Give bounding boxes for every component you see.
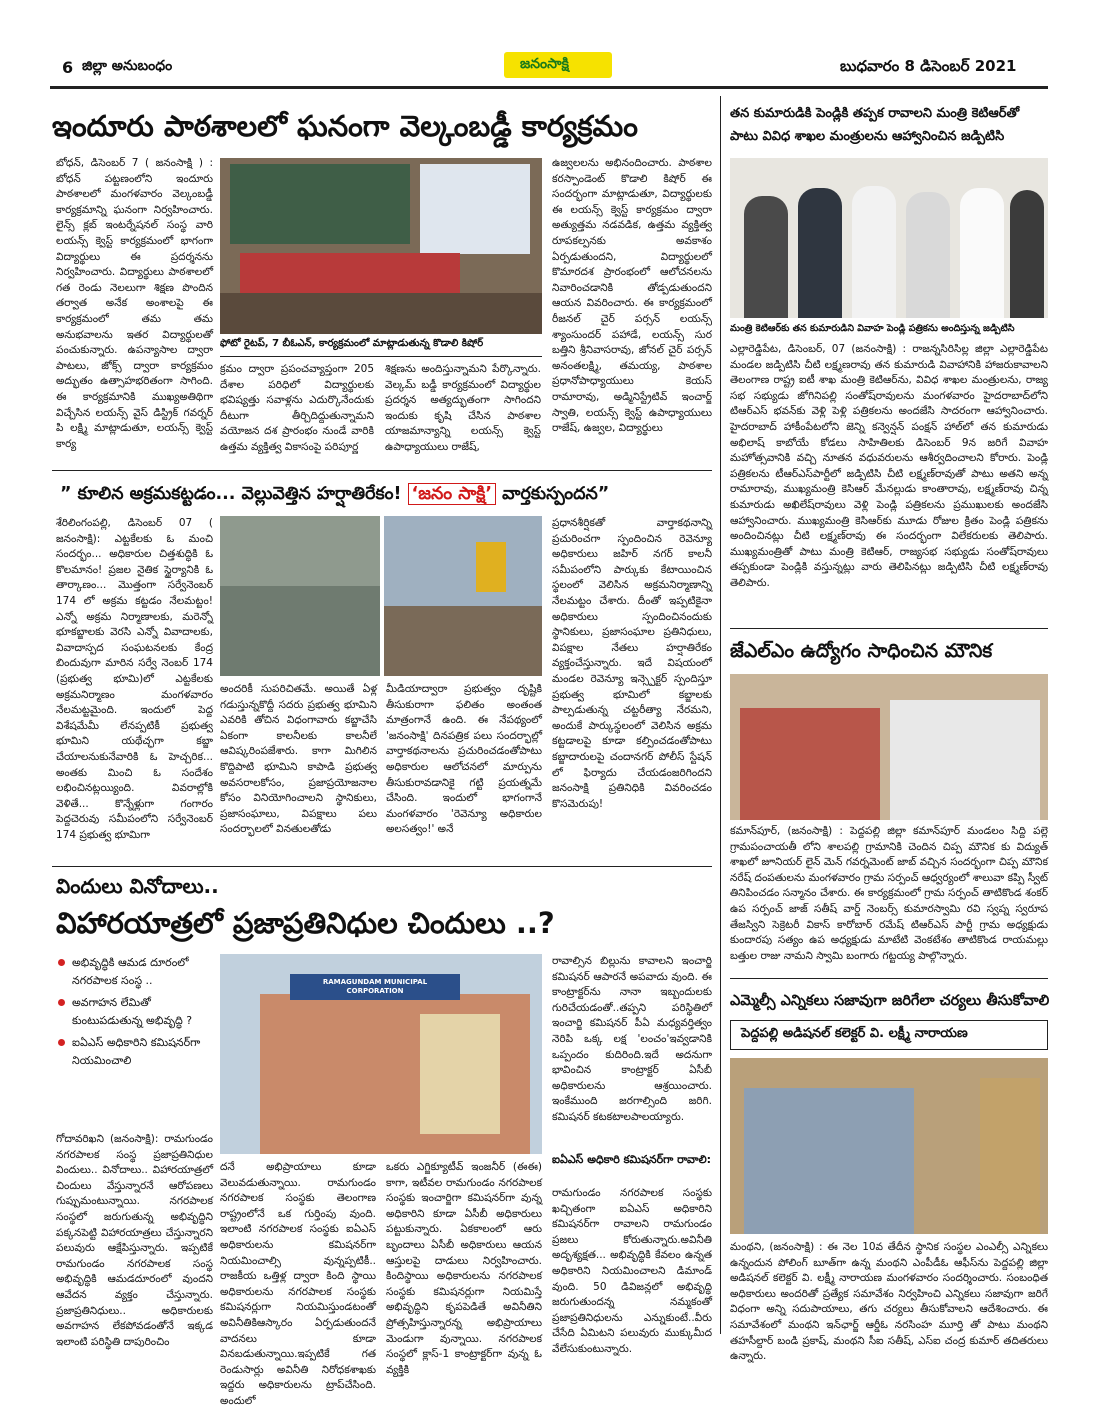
debris	[384, 606, 542, 676]
excavator	[476, 542, 506, 592]
story2-headline: తన కుమారుడికి పెండ్లికి తప్పక రావాలని మంత్రి కెటిఆర్‌తో పాటు వివిధ శాఖల మంత్రులను ఆహ్వానించిన జడ్పిటిసి	[730, 106, 1020, 144]
highlight-item: ఐఏఎస్ అధికారిని కమిషనర్‌గా నియమించాలి	[58, 1034, 208, 1070]
story3-col1: శేరిలింగంపల్లి, డిసెంబర్ 07 ( జనంసాక్షి): ఎట్టకేలకు ఓ మంచి సందర్భం... అధికారుల చిత్తశుద్ధికి ఓ కొలమానం! ప్రజల నైతిక స్థైర్యానికి ఓ తార్కాణం... మొత్తంగా సర్వేనెంబర్ 174 లో అక్రమ కట్టడం నేలమట్టం! ఎన్నో అక్రమ నిర్మాణాలకు, మరెన్నో భూకబ్జాలకు వెరసి ఎన్నో వివాదాలకు, వివాదాస్పద సంఘటనలకు కేంద్ర బిందువుగా మారిన సర్వే నెంబర్ 174 (ప్రభుత్వ భూమి)లో ఎట్టకేలకు అక్రమనిర్మాణం మంగళవారం నేలమట్టమైంది. ఇందులో పెద్ద విశేషమేమీ లేనప్పటికీ ప్రభుత్వ భూమిని యథేచ్ఛగా కబ్జా చేయాలనుకునేవారికి ఓ హెచ్చరిక... అంతకు మించి ఓ సందేశం లభించినట్లయ్యింది. వివరాల్లోకి వెళితే... కొన్నేళ్లుగా గంగారం పెద్దచెరువు సమీపంలోని సర్వేనెంబర్ 174 ప్రభుత్వ భూమిగా	[56, 517, 213, 841]
story5-col2: దనే అభిప్రాయాలు కూడా వెలువడుతున్నాయి. రామగుండం నగరపాలక సంస్థకు తెలంగాణ రాష్ట్రంలోనే ఒక గుర్తింపు వుంది. ఇలాంటి నగరపాలక సంస్థకు ఐఏఎస్ అధికారులను కమిషనర్‌గా నియమించాల్సి వున్నప్పటికీ.. రాజకీయ ఒత్తిళ్ల ద్వారా కింది స్థాయి అధికారులను నగరపాలక సంస్థకు కమిషనర్లుగా నియమిస్తుండటంతో అవినీతికిఆస్కారం ఏర్పడుతుందనే వాదనలు కూడా వినబడుతున్నాయి.ఇప్పటికే గత రెండుసార్లు అవినీతి నిరోధకశాఖకు ఇద్దరు అధికారులను ట్రాప్‌చేసింది. అందులో	[220, 1161, 376, 1407]
story1-col1: బోధన్, డిసెంబర్ 7 ( జనంసాక్షి ) : బోధన్ పట్టణంలోని ఇందూరు పాఠశాలలో మంగళవారం వెల్కంబడ్డీ కార్యక్రమాన్ని ఘనంగా నిర్వహించారు. లైన్స్ క్లబ్ ఇంటర్నేషనల్ సంస్థ వారి లయన్స్ క్వెస్ట్ కార్యక్రమంలో భాగంగా విద్యార్థులు ఈ ప్రదర్శనను నిర్వహించారు. విద్యార్థులు పాఠశాలలో గత రెండు నెలలుగా శిక్షణ పొందిన తర్వాత అనేక అంశాలపై ఈ కార్యక్రమంలో తమ తమ అనుభవాలను ఇతర విద్యార్థులతో పంచుకున్నారు. ఉపన్యాసాల ద్వారా పాటలు, జోక్స్ ద్వారా కార్యక్రమం అద్భుతం ఉత్సాహభరితంగా సాగింది. ఈ కార్యక్రమానికి ముఖ్యఅతిథిగా విచ్చేసిన లయన్స్ వైస్ డిస్ట్రిక్ గవర్నర్ పి లక్ష్మి మాట్లాడుతూ, లయన్స్ క్వెస్ట్ కార్య	[56, 157, 213, 450]
story5-col3: ఒకరు ఎగ్జిక్యూటీవ్ ఇంజనీర్ (ఈఈ) కాగా, ఇటీవల రామగుండం నగరపాలక సంస్థకు ఇంచార్జిగా కమిషనర్‌గా వున్న అధికారిని కూడా ఏసీబీ అధికారులు పట్టుకున్నారు. ఏకకాలంలో ఆరు బృందాలు ఏసీబీ అధికారులు ఆయన ఆస్తులపై దాడులు నిర్వహించారు. కిందిస్థాయి అధికారులను నగరపాలక సంస్థకు కమిషనర్లుగా నియమిస్తే అభివృద్ధిని కృపపెడితే అవినీతిని ప్రోత్సహిస్తున్నారన్న అభిప్రాయాలు మెండుగా వున్నాయి. నగరపాలక సంస్థలో క్లాస్-1 కాంట్రాక్టర్‌గా వున్న ఓ వ్యక్తికి	[386, 1161, 542, 1376]
person-5	[960, 188, 1004, 318]
police-officer	[980, 1078, 1040, 1234]
person-1	[744, 196, 788, 318]
story3-headline-part2: వార్తకుస్పందన”	[496, 484, 610, 504]
story2-body: ఎల్లారెడ్డిపేట, డిసెంబర్, 07 (జనంసాక్షి) : రాజన్నసిరిసిల్ల జిల్లా ఎల్లారెడ్డిపేట మండల జడ్పిటిసి చీటి లక్ష్మణరావు తన కుమారుడి వివాహానికి హాజరుకావాలని తెలంగాణ రాష్ట్ర ఐటీ శాఖ మంత్రి కెటిఆర్‌ను, వివిధ శాఖల మంత్రులను, రాజ్య సభ సభ్యుడు జోగినిపల్లి సంతోష్‌రావులను మంగళవారం హైదరాబాద్‌లోని టిఆర్‌ఎస్ భవన్‌కు వెళ్లి పెళ్లి పత్రికలను అందజేసి సాదరంగా ఆహ్వానించారు. హైదరాబాద్ హాకీంపేటలోని జెన్ని కన్వెన్షన్ పంక్షన్ హాల్‌లో తన కుమారుడు అభిలాష్ కాబోయే కోడలు సాహితిలకు డిసెంబర్ 9న జరిగే వివాహ మహోత్సవానికి వచ్చి నూతన వధువరులను ఆశీర్వదించాలని కోరారు. పెండ్లి పత్రికలను టీఆర్ఎస్‌పార్టీలో జడ్పిటిసి చీటి లక్ష్మణ్‌రావుతో పాటు అతని అన్న రామారావు, ముఖ్యమంత్రి కెసిఆర్ మేనల్లుడు కాంతారావు, లక్ష్మణ్‌రావు చిన్న కుమారుడు అఖిలేష్‌రావులు వెళ్లి పెండ్లి పత్రికలను ప్రముఖులకు అందజేసి ఆహ్వానించారు. ముఖ్యమంత్రి కెసిఆర్‌కు మూడు రోజుల క్రితం పెండ్లి పత్రికను అందించినట్లు చీటి లక్ష్మణ్‌రావు ఈ సందర్భంగా విలేకరులకు తెలిపారు. ముఖ్యమంత్రితో పాటు మంత్రి కెటిఆర్, రాజ్యసభ సభ్యుడు సంతోష్‌రావులు తప్పకుండా పెండ్లికి వస్తున్నట్లు వారు తెలిపినట్లు జడ్పిటిసి చీటి లక్ష్మణ్‌రావు తెలిపారు.	[730, 343, 1048, 589]
story6-photo	[730, 1058, 1048, 1234]
story5-col4a: రావాల్సిన బిల్లును కావాలని ఇంచార్జి కమిషనర్ ఆపారనే అపవాదు వుంది. ఈ కాంట్రాక్టర్‌ను నానా ఇబ్బందులకు గురిచేయడంతో..తప్పని పరిస్థితిలో ఇంచార్జి కమిషనర్ పీఏ మధ్యవర్తిత్వం నెరిపి ఒక్క లక్ష 'లంచం'ఇవ్వడానికి ఒప్పందం కుదిరింది.ఇదే అదనుగా భావించిన కాంట్రాక్టర్ ఏసీబీ అధికారులను ఆశ్రయించారు. ఇంకేముంది జరగాల్సింది జరిగి. కమిషనర్ కటకటాలపాలయ్యారు.	[552, 955, 712, 1123]
story1-photo-caption: ఫోటో రైటప్, 7 బీఓఎన్, కార్యక్రమంలో మాట్లాడుతున్న కొడాలి కిషోర్	[220, 338, 484, 349]
officials	[744, 1088, 914, 1234]
story2-end-rule	[730, 628, 1048, 629]
story1-col2: క్రమం ద్వారా ప్రపంచవ్యాప్తంగా 205 దేశాల పరిధిలో విద్యార్థులకు భవిష్యత్తు సవాళ్లను ఎదుర్కొనేందుకు దీటుగా తీర్చిదిద్దుతున్నామని వయోజన దశ ప్రారంభం నుండే వారికి ఉత్తమ వ్యక్తిత్వ వికాసంపై పరిపూర్ణ	[220, 363, 374, 453]
section-name: జిల్లా అనుబంధం	[82, 58, 173, 74]
story3-col3: మీడియాద్వారా ప్రభుత్వం దృష్టికి తీసుకురాగా ఫలితం అంతంత మాత్రంగానే ఉంది. ఈ నేపథ్యంలో 'జనంసాక్షి' దినపత్రిక పలు సందర్భాల్లో వార్తాకథనాలను ప్రచురించడంతోపాటు అధికారుల ఆలోచనలో మార్పును తీసుకురావడానికై గట్టి ప్రయత్నమే చేసింది. ఇందులో భాగంగానే మంగళవారం 'రెవెన్యూ అధికారుల అలసత్వం!' అనే	[386, 683, 542, 836]
logo-text: జనంసాక్షి	[520, 56, 569, 72]
story2-photo-caption: మంత్రి కెటిఆర్‌కు తన కుమారుడిని వివాహ పెండ్లి పత్రికను అందిస్తున్న జడ్పిటిసి	[730, 323, 1015, 334]
story4-body: కమాన్‌పూర్, (జనంసాక్షి) : పెద్దపల్లి జిల్లా కమాన్‌పూర్ మండలం సిద్ది పల్లె గ్రామపంచాయతీ లోని శాలపల్లి గ్రామానికి చెందిన చిప్ప మౌనిక కు విద్యుత్ శాఖలో జూనియర్ లైన్ మెన్ గవర్నమెంట్ జాబ్ వచ్చిన సందర్భంగా చిప్ప మౌనిక నరేష్ దంపతులను మంగళవారం గ్రామ సర్పంచ్ ఆధ్వర్యంలో శాలువా కప్పి స్వీట్ తినిపించడం సన్మానం చేశారు. ఈ కార్యక్రమంలో గ్రామ సర్పంచ్ తాటికొండ శంకర్ ఉప సర్పంచ్ జాజ్ సతీష్ వార్డ్ నెంబర్స్ కుమారస్వామి రవి స్వప్న స్వరూప తేజస్విని సెక్రెటరీ వికాస్ కారోబార్ రమేష్ టిఆర్ఎస్ పార్టీ గ్రామ అధ్యక్షుడు కుందారపు సత్యం ఉప అధ్యక్షుడు మాటేటి వెంకటేశం తాటికొండ రాయమల్లు బత్తుల రాజు నామని స్వామి బంగారు గట్టయ్య పాల్గొన్నారు.	[730, 825, 1048, 962]
rubble	[220, 586, 380, 676]
story5-highlights	[58, 954, 208, 1134]
person-4	[906, 192, 950, 318]
header-rule	[50, 86, 1048, 89]
story5-photo	[220, 954, 542, 1154]
person-3	[852, 186, 896, 318]
story3-headline	[60, 480, 712, 508]
highlight-item: అభివృద్ధికి ఆమడ దూరంలో నగరపాలక సంస్థ ..	[58, 954, 208, 990]
story1-col4: ఉజ్వలలను అభినందించారు. పాఠశాల కరస్పాండెంట్ కొడాలి కిషోర్ ఈ సందర్భంగా మాట్లాడుతూ, విద్యార్థులకు ఈ లయన్స్ క్వెస్ట్ కార్యక్రమం ద్వారా అత్యుత్తమ నడవడిక, ఉత్తమ వ్యక్తిత్వ రూపకల్పనకు అవకాశం ఏర్పడుతుందని, విద్యార్థులలో కొమారదశ ప్రారంభంలో ఆలోచనలను నివారించడానికి తోడ్పడుతుందని ఆయన వివరించారు. ఈ కార్యక్రమంలో రీజనల్ చైర్ పర్సన్ లయన్స్ శ్యాంసుందర్ పహాడే, లయన్స్ సుర బత్తిని శ్రీనివాసరావు, జోనల్ చైర్ పర్సన్ అనంతలక్ష్మి, తమయ్య, పాఠశాల ప్రధానోపాధ్యాయులు కెయస్ రామారావు, అడ్మినిస్ట్రేటివ్ ఇంచార్జ్ స్వాతి, లయన్స్ క్వెస్ట్ ఉపాధ్యాయులు రాజేష్, ఉజ్వల, విద్యార్థులు	[552, 157, 712, 435]
person-6	[1010, 190, 1044, 318]
banner	[420, 164, 530, 254]
story3-col2: అందరికీ సుపరిచితమే. అయితే ఏళ్ల గడుస్తున్నకొద్దీ సదరు ప్రభుత్వ భూమిని ఎవరికి తోచిన విధంగావారు కబ్జాచేసి ఏకంగా కాలనీలకు కాలనీలే ఆవిష్కరింపజేశారు. కాగా మిగిలిన కొద్దిపాటి భూమిని కాపాడి ప్రభుత్వ అవసరాలకోసం, ప్రజాప్రయోజనాల కోసం వినియోగించాలని స్థానికులు, ప్రజాసంఘాలు, విపక్షాలు పలు సందర్భాలలో వినతులతోడు	[220, 683, 377, 836]
audience	[220, 293, 542, 334]
story6-subhead: పెద్దపల్లి అడిషనల్ కలెక్టర్ వి. లక్ష్మీ నారాయణ	[741, 1026, 968, 1041]
story5-subhead: ఐఏఎస్ అధికారి కమిషనర్‌గా రావాలి:	[552, 1153, 712, 1166]
story4-end-rule	[730, 978, 1048, 979]
story3-headline-badge: ‘జనం సాక్షి’	[408, 483, 497, 505]
story1-headline: ఇందూరు పాఠశాలలో ఘనంగా వెల్కంబడ్డీ కార్యక్రమం	[52, 109, 638, 143]
story1-photo	[220, 158, 542, 334]
story3-col4: ప్రధానశీర్షికతో వార్తాకథనాన్ని ప్రచురించగా స్పందించిన రెవెన్యూ అధికారులు జహిర్ నగర్ కాలనీ సమీపంలోని పార్కుకు కేటాయించిన స్థలంలో వెలిసిన అక్రమనిర్మాణాన్ని నేలమట్టం చేశారు. దీంతో ఇప్పటికైనా అధికారులు స్పందించినందుకు స్థానికులు, ప్రజాసంఘాల ప్రతినిధులు, విపక్షాల నేతలు హర్షాతిరేకం వ్యక్తంచేస్తున్నారు. ఇదే విషయంలో మండల రెవెన్యూ ఇన్స్పెక్టర్ స్పందిస్తూ ప్రభుత్వ భూమిలో కబ్జాలకు పాల్పడుతున్న చట్టరీత్యా నేరమని, అందుకే పార్కుస్థలంలో వెలిసిన అక్రమ కట్టడాలపై కూడా కల్పించడంతోపాటు కబ్జాదారులపై చందానగర్ పోలీస్ స్టేషన్ లో ఫిర్యాదు చేయడంజరిగిందని జనంసాక్షి ప్రతినిధికి వివరించడం కొసమెరుపు!	[552, 517, 712, 810]
person-2	[798, 188, 842, 318]
building-sign-text: RAMAGUNDAM MUNICIPAL CORPORATION	[322, 978, 428, 995]
story5-kicker: విందులు వినోదాలు..	[56, 874, 219, 898]
story6-subhead-box	[730, 1020, 1048, 1050]
mural	[420, 1014, 500, 1134]
chalkboard	[230, 164, 410, 244]
story1-col3: శిక్షణను అందిస్తున్నామని పేర్కొన్నారు. వెల్కమ్ బడ్డీ కార్యక్రమంలో విద్యార్థుల ప్రదర్శన అత్యద్భుతంగా సాగిందని ఇందుకు కృషి చేసిన పాఠశాల యాజమాన్యాన్ని లయన్స్ క్వెస్ట్ ఉపాధ్యాయులు రాజేష్,	[385, 363, 541, 453]
story4-photo	[730, 674, 1048, 820]
building-sign-board	[290, 974, 460, 1000]
highlight-item: అవగాహన లేమితో కుంటుపడుతున్న అభివృద్ధి ?	[58, 994, 208, 1030]
story3-photo-right	[384, 516, 542, 676]
story3-headline-part1: ” కూలిన అక్రమకట్టడం... వెల్లువెత్తిన హర్షాతిరేకం!	[60, 484, 408, 504]
story2-photo	[730, 158, 1048, 318]
masthead	[50, 52, 1048, 82]
group-left	[740, 708, 880, 820]
story1-caption-rule	[220, 356, 542, 357]
story5-col4b: రామగుండం నగరపాలక సంస్థకు ఖచ్చితంగా ఐఏఎస్ అధికారిని కమిషనర్‌గా రావాలని రామగుండం ప్రజలు కోరుతున్నారు.అవినీతి అదృశ్యక్షత... అభివృద్ధికి కేవలం ఉన్నత అధికారిని నియమించాలని డిమాండ్ వుంది. 50 డివిజన్లలో అభివృద్ధి జరుగుతుందన్న నమ్మకంతో ప్రజాప్రతినిధులను ఎన్నుకుంటే..వీరు చేసేది ఏమిటని పలువురు ముక్కుమీద వేలేసుకుంటున్నారు.	[552, 1187, 712, 1355]
group-right	[890, 700, 1040, 820]
story6-headline: ఎమ్మెల్సీ ఎన్నికలు సజావుగా జరిగేలా చర్యలు తీసుకోవాలి	[730, 993, 1050, 1009]
table-cloth	[240, 253, 460, 293]
story5-top-rule	[52, 866, 712, 867]
story3-top-rule	[52, 470, 712, 471]
logo	[504, 52, 612, 78]
story6-body: మంథని, (జనంసాక్షి) : ఈ నెల 10వ తేదీన స్థానిక సంస్థల ఎంఎల్సీ ఎన్నికలు ఉన్నందున పోలింగ్ బూత్‌గా ఉన్న మంథని ఎంపీడీఓ ఆఫీస్‌ను పెద్దపల్లి జిల్లా అడిషనల్ కలెక్టర్ వి. లక్ష్మీ నారాయణ మంగళవారం సందర్శించారు. సంబంధిత అధికారులు అందరితో ప్రత్యేక సమావేశం నిర్వహించి ఎన్నికలు సజావుగా జరిగే విధంగా అన్ని సదుపాయాలు, తగు చర్యలు తీసుకోవాలని ఆదేశించారు. ఈ సమావేశంలో మంథని ఇన్‌ఛార్జ్ ఆర్డీఓ నరసింహ మూర్తి తో పాటు మంథని తహసీల్దార్ బండి ప్రకాష్, మంథని సీఐ సతీష్, ఎస్ఐ చంద్ర కుమార్ తదితరులు ఉన్నారు.	[730, 1241, 1048, 1363]
story3-photo-left	[220, 516, 380, 676]
column-divider	[720, 96, 721, 1334]
page-number: 6	[62, 58, 74, 77]
story4-headline: జేఎల్‌ఎం ఉద్యోగం సాధించిన మౌనిక	[730, 640, 993, 662]
story5-col1: గోదావరిఖని (జనంసాక్షి): రామగుండం నగరపాలక సంస్థ ప్రజాప్రతినిధుల విందులు.. వినోదాలు.. విహారయాత్రలో చిందులు వేస్తున్నారనే ఆరోపణలు గుప్పుమంటున్నాయి. నగరపాలక సంస్థలో జరుగుతున్న అభివృద్ధిని పక్కనపెట్టి విహారయాత్రలు చేస్తున్నారని పలువురు ఆక్షేపిస్తున్నారు. ఇప్పటికే రామగుండం నగరపాలక సంస్థ అభివృద్ధికి ఆమడదూరంలో వుందని ఆవేదన వ్యక్తం చేస్తున్నారు. ప్రజాప్రతినిధులు.. అధికారులకు అవగాహన లేకపోవడంతోనే ఇక్కడ ఇలాంటి పరిస్థితి దాపురించిం	[56, 1133, 213, 1348]
issue-date: బుధవారం 8 డిసెంబర్ 2021	[840, 57, 1017, 75]
story5-headline: విహారయాత్రలో ప్రజాప్రతినిధుల చిందులు ..?	[56, 906, 555, 940]
